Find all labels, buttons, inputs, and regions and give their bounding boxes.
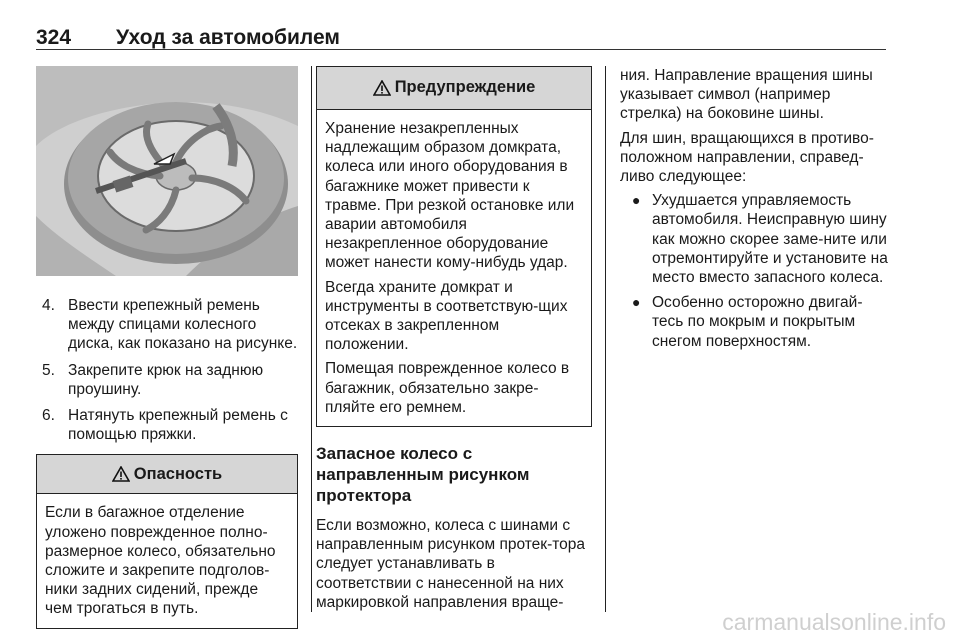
warning-triangle-icon — [112, 466, 130, 482]
section-text: Если возможно, колеса с шинами с направленным рисунком протек-тора следует устанавливать в соответствии с нанесенной на них маркировкой направления враще- — [316, 517, 586, 611]
body-paragraph: ния. Направление вращения шины указывает символ (например стрелка) на боковине шины. — [620, 67, 873, 123]
page-title: Уход за автомобилем — [116, 26, 340, 49]
step-text: Ввести крепежный ремень между спицами колесного диска, как показано на рисунке. — [68, 297, 298, 353]
list-item — [36, 361, 298, 399]
page-number: 324 — [36, 26, 72, 49]
step-number: 6. — [42, 407, 55, 425]
bullet-text: Ухудшается управляемость автомобиля. Неисправную шину как можно скорее заме-ните или отремонтируйте и установите на место вместо запасного колеса. — [652, 192, 888, 287]
list-item — [620, 293, 892, 351]
spare-wheel-illustration — [36, 66, 298, 276]
section-title: Запасное колесо с направленным рисунком протектора — [316, 444, 530, 506]
step-text: Натянуть крепежный ремень с помощью пряжки. — [68, 407, 288, 444]
warning-callout — [316, 66, 592, 427]
column-right — [620, 66, 892, 357]
list-item — [36, 296, 298, 354]
list-item — [36, 406, 298, 444]
bullet-icon: ● — [632, 294, 641, 311]
warning-paragraph: Помещая поврежденное колесо в багажник, обязательно закре-пляйте его ремнем. — [325, 360, 570, 416]
column-middle — [316, 66, 592, 617]
bullet-text: Особенно осторожно двигай-тесь по мокрым и покрытым снегом поверхностям. — [652, 294, 863, 350]
danger-text: Если в багажное отделение уложено поврежденное полно-размерное колесо, обязательно сложите и закрепите подголов-ники задних сидений, прежде чем трогаться в путь. — [45, 504, 276, 618]
body-paragraph: Для шин, вращающихся в противо-положном направлении, справед-ливо следующее: — [620, 129, 874, 186]
header-divider — [36, 49, 886, 50]
steps-list — [36, 296, 298, 444]
column-divider-right — [605, 66, 606, 612]
bullet-list — [620, 191, 892, 351]
warning-heading — [317, 67, 591, 110]
step-number: 4. — [42, 297, 55, 314]
warning-paragraph: Всегда храните домкрат и инструменты в соответствую-щих отсеках в закрепленном положении. — [325, 278, 568, 354]
warning-paragraph: Хранение незакрепленных надлежащим образом домкрата, колеса или иного оборудования в багажнике может привести к травме. При резкой остановке или аварии автомобиля незакрепленное оборудование может нанести кому-нибудь удар. — [325, 120, 575, 272]
watermark: carmanualsonline.info — [722, 609, 946, 635]
bullet-icon: ● — [632, 192, 641, 209]
step-text: Закрепите крюк на заднюю проушину. — [68, 361, 264, 398]
warning-heading-text: Предупреждение — [394, 78, 536, 97]
warning-triangle-icon — [373, 80, 391, 96]
danger-callout — [36, 454, 298, 628]
list-item — [620, 191, 892, 287]
danger-heading — [37, 455, 297, 494]
column-divider-left — [311, 66, 312, 612]
danger-heading-text: Опасность — [133, 464, 223, 483]
step-number: 5. — [42, 361, 55, 379]
column-left — [36, 66, 298, 629]
